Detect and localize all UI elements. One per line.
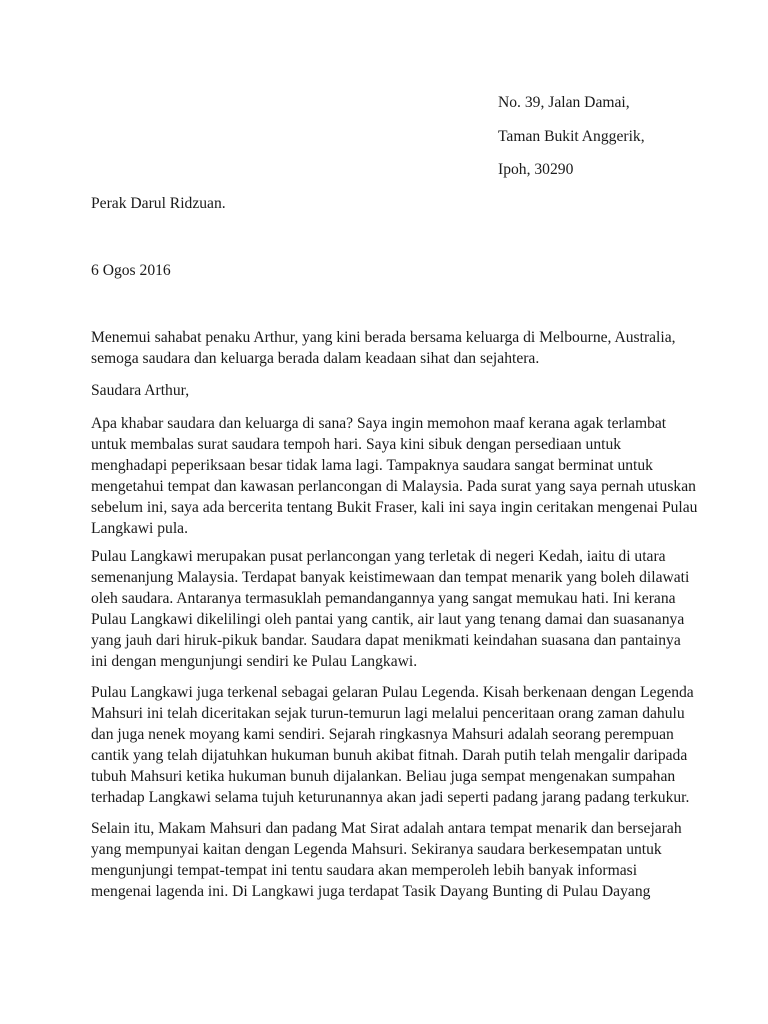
paragraph-line: sebelum ini, saya ada bercerita tentang Bukit Fraser, kali ini saya ingin ceritakan mengenai Pulau [91, 499, 698, 516]
paragraph-line: terhadap Langkawi selama tujuh keturunannya akan jadi seperti padang jarang padang terkukur. [91, 789, 690, 806]
paragraph-line: untuk membalas surat saudara tempoh hari. Saya kini sibuk dengan persediaan untuk [91, 436, 622, 453]
paragraph-line: mengenai lagenda ini. Di Langkawi juga terdapat Tasik Dayang Bunting di Pulau Dayang [91, 883, 651, 900]
paragraph-line: oleh saudara. Antaranya termasuklah pemandangannya yang sangat memukau hati. Ini kerana [91, 590, 676, 607]
address-line-3: Ipoh, 30290 [498, 161, 574, 178]
body-paragraph-1 [91, 413, 698, 539]
paragraph-line: dan juga nenek moyang kami sendiri. Sejarah ringkasnya Mahsuri adalah seorang perempuan [91, 726, 674, 743]
paragraph-line: Pulau Langkawi dikelilingi oleh pantai yang cantik, air laut yang tenang damai dan suasananya [91, 611, 685, 628]
paragraph-line: mengunjungi tempat-tempat ini tentu saudara akan memperoleh lebih banyak informasi [91, 862, 638, 879]
paragraph-line: cantik yang telah dijatuhkan hukuman bunuh akibat fitnah. Darah putih telah mengalir daripada [91, 747, 688, 764]
body-paragraph-2 [91, 546, 691, 672]
greeting-paragraph [91, 327, 691, 369]
paragraph-line: mengetahui tempat dan kawasan perlancongan di Malaysia. Pada surat yang saya pernah utuskan [91, 478, 696, 495]
paragraph-line: ini dengan mengunjungi sendiri ke Pulau Langkawi. [91, 653, 418, 670]
address-line-1: No. 39, Jalan Damai, [498, 94, 630, 111]
paragraph-line: yang jauh dari hiruk-pikuk bandar. Saudara dapat menikmati keindahan suasana dan pantainya [91, 632, 681, 649]
address-state: Perak Darul Ridzuan. [91, 195, 226, 212]
body-paragraph-4 [91, 818, 691, 902]
paragraph-line: Menemui sahabat penaku Arthur, yang kini berada bersama keluarga di Melbourne, Australia, [91, 329, 676, 346]
paragraph-line: Apa khabar saudara dan keluarga di sana? Saya ingin memohon maaf kerana agak terlambat [91, 415, 667, 432]
paragraph-line: semoga saudara dan keluarga berada dalam keadaan sihat dan sejahtera. [91, 350, 540, 367]
paragraph-line: Mahsuri ini telah diceritakan sejak turun-temurun lagi melalui penceritaan orang zaman dahulu [91, 705, 685, 722]
paragraph-line: tubuh Mahsuri ketika hukuman bunuh dijalankan. Beliau juga sempat mengenakan sumpahan [91, 768, 676, 785]
letter-date: 6 Ogos 2016 [91, 262, 171, 279]
body-paragraph-3 [91, 682, 694, 808]
address-line-2: Taman Bukit Anggerik, [498, 128, 645, 145]
paragraph-line: Selain itu, Makam Mahsuri dan padang Mat Sirat adalah antara tempat menarik dan bersejarah [91, 820, 682, 837]
salutation: Saudara Arthur, [91, 382, 190, 399]
paragraph-line: Pulau Langkawi merupakan pusat perlancongan yang terletak di negeri Kedah, iaitu di utara [91, 548, 666, 565]
paragraph-line: yang mempunyai kaitan dengan Legenda Mahsuri. Sekiranya saudara berkesempatan untuk [91, 841, 662, 858]
paragraph-line: semenanjung Malaysia. Terdapat banyak keistimewaan dan tempat menarik yang boleh dilawati [91, 569, 690, 586]
paragraph-line: Langkawi pula. [91, 520, 188, 537]
paragraph-line: Pulau Langkawi juga terkenal sebagai gelaran Pulau Legenda. Kisah berkenaan dengan Legenda [91, 684, 694, 701]
paragraph-line: menghadapi peperiksaan besar tidak lama lagi. Tampaknya saudara sangat berminat untuk [91, 457, 653, 474]
